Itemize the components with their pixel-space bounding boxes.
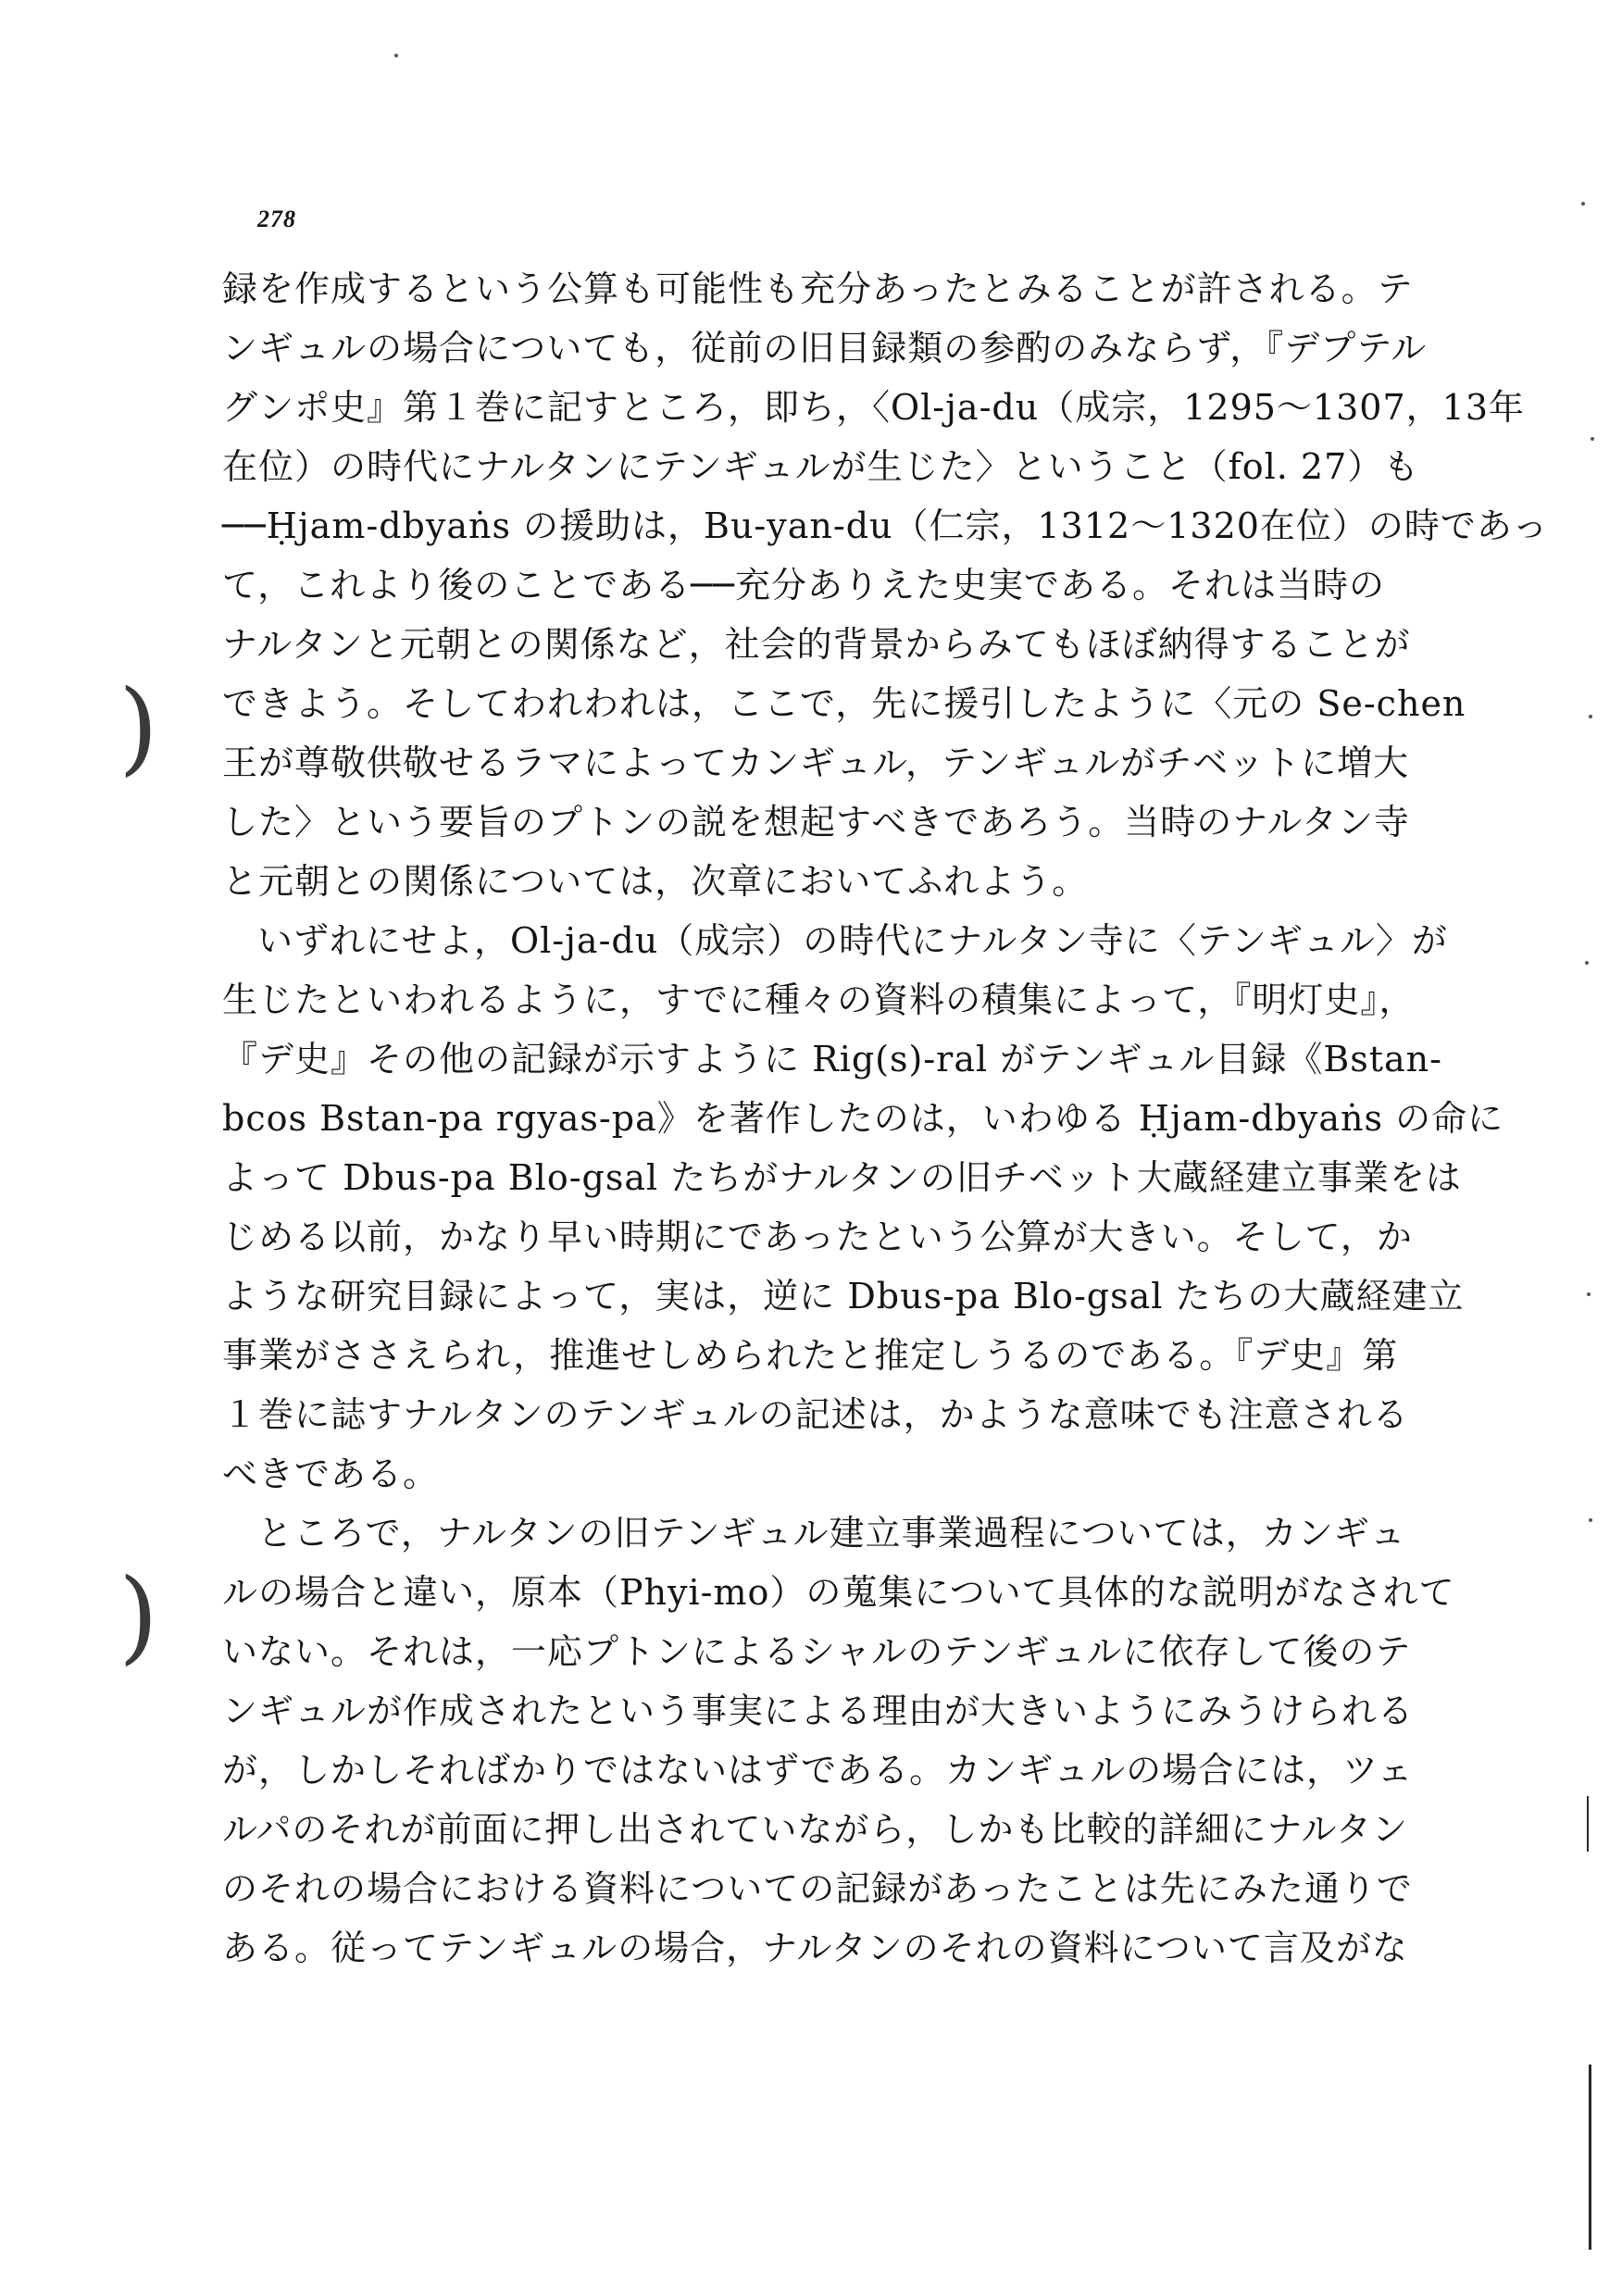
binding-mark-upper: )	[119, 668, 158, 786]
text-line: bcos Bstan-pa rgyas-pa》を著作したのは，いわゆる Ḥjam-dbyaṅs の命に	[222, 1098, 1504, 1139]
text-line: ルパのそれが前面に押し出されていながら，しかも比較的詳細にナルタン	[222, 1809, 1408, 1850]
text-line: ンギュルが作成されたという事実による理由が大きいようにみうけられる	[222, 1691, 1415, 1731]
page-number: 278	[257, 206, 296, 232]
text-line: 『デ史』その他の記録が示すように Rig(s)-ral がテンギュル目録《Bstan-	[222, 1039, 1442, 1079]
text-line: ある。従ってテンギュルの場合，ナルタンのそれの資料について言及がな	[222, 1928, 1408, 1968]
text-line: 王が尊敬供敬せるラマによってカンギュル，テンギュルがチベットに増大	[222, 742, 1410, 783]
text-line: と元朝との関係については，次章においてふれよう。	[222, 861, 1089, 902]
binding-mark-lower: )	[119, 1556, 158, 1675]
text-line: ような研究目録によって，実は，逆に Dbus-pa Blo-gsal たちの大蔵経建立	[222, 1276, 1465, 1316]
text-line: いない。それは，一応プトンによるシャルのテンギュルに依存して後のテ	[222, 1631, 1412, 1672]
scan-edge-line	[1589, 2065, 1591, 2250]
scan-speck	[1585, 961, 1589, 965]
text-line: １巻に誌すナルタンのテンギュルの記述は，かような意味でも注意される	[222, 1394, 1409, 1435]
scan-speck	[1587, 1292, 1591, 1296]
text-line-paragraph-start: ところで，ナルタンの旧テンギュル建立事業過程については，カンギュ	[257, 1513, 1406, 1554]
scan-speck	[1591, 437, 1594, 441]
text-line: ンギュルの場合についても，従前の旧目録類の参酌のみならず，『デプテル	[222, 328, 1428, 368]
text-line: が，しかしそればかりではないはずである。カンギュルの場合には，ツェ	[222, 1750, 1414, 1791]
text-line: した〉という要旨のプトンの説を想起すべきであろう。当時のナルタン寺	[222, 802, 1410, 842]
body-text	[222, 259, 1549, 1978]
text-line: ナルタンと元朝との関係など，社会的背景からみてもほぼ納得することが	[222, 624, 1411, 665]
text-line: べきである。	[222, 1454, 440, 1494]
text-line: て，これより後のことである──充分ありえた史実である。それは当時の	[222, 565, 1385, 605]
scan-speck	[394, 54, 398, 57]
text-line: 録を作成するという公算も可能性も充分あったとみることが許される。テ	[222, 268, 1414, 309]
scan-speck	[1581, 202, 1585, 206]
text-line: 生じたといわれるように，すでに種々の資料の積集によって，『明灯史』，	[222, 980, 1416, 1020]
text-line: グンポ史』第１巻に記すところ，即ち，〈Ol-ja-du（成宗，1295〜1307，13年	[222, 387, 1525, 428]
text-line: ルの場合と違い，原本（Phyi-mo）の蒐集について具体的な説明がなされて	[222, 1572, 1455, 1613]
text-line: じめる以前，かなり早い時期にであったという公算が大きい。そして，か	[222, 1217, 1413, 1257]
text-line: のそれの場合における資料についての記録があったことは先にみた通りで	[222, 1868, 1413, 1909]
scan-speck	[1589, 715, 1592, 718]
scan-edge-line	[1587, 1796, 1589, 1852]
text-line: ──Ḥjam-dbyaṅs の援助は，Bu-yan-du（仁宗，1312〜1320在位）の時であっ	[222, 505, 1549, 546]
scan-speck	[1589, 1518, 1592, 1522]
text-line: できよう。そしてわれわれは，ここで，先に援引したように〈元の Se-chen	[222, 683, 1466, 724]
text-line: 在位）の時代にナルタンにテンギュルが生じた〉ということ（fol. 27）も	[222, 446, 1420, 487]
text-line-paragraph-start: いずれにせよ，Ol-ja-du（成宗）の時代にナルタン寺に〈テンギュル〉が	[257, 920, 1448, 961]
text-line: よって Dbus-pa Blo-gsal たちがナルタンの旧チベット大蔵経建立事業をは	[222, 1157, 1462, 1198]
text-line: 事業がささえられ，推進せしめられたと推定しうるのである。『デ史』第	[222, 1335, 1399, 1376]
